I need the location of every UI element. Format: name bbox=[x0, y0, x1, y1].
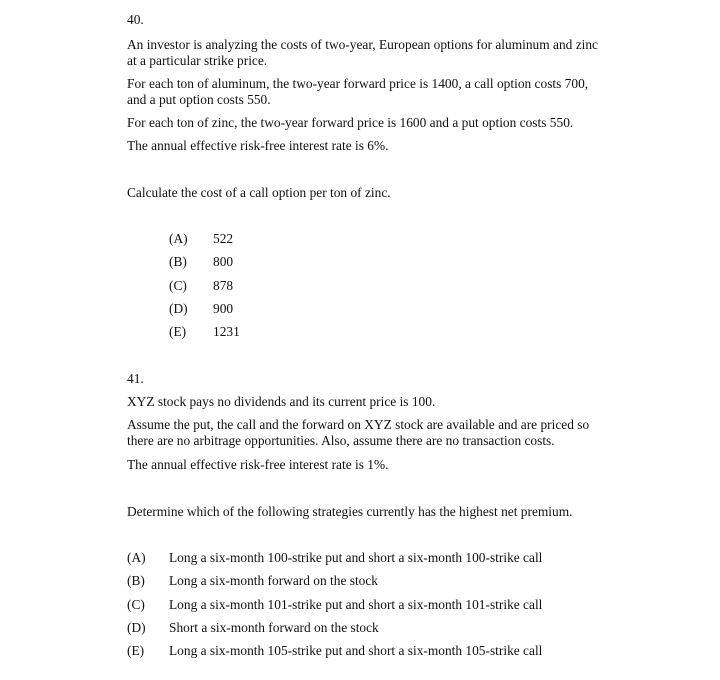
option-letter: (A) bbox=[127, 550, 146, 565]
option-text: 800 bbox=[213, 254, 234, 269]
option-text: Long a six-month 105-strike put and short a six-month 105-strike call bbox=[169, 643, 543, 658]
option-text: 900 bbox=[213, 301, 234, 316]
question-prompt: Determine which of the following strategies currently has the highest net premium. bbox=[127, 504, 573, 519]
paragraph-line: For each ton of aluminum, the two-year forward price is 1400, a call option costs 700, bbox=[127, 76, 589, 91]
option-text: Long a six-month 101-strike put and short a six-month 101-strike call bbox=[169, 597, 543, 612]
option-letter: (C) bbox=[127, 597, 145, 612]
question-number: 41. bbox=[127, 371, 144, 386]
option-letter: (D) bbox=[169, 301, 188, 316]
paragraph-line: The annual effective risk-free interest rate is 6%. bbox=[127, 138, 389, 153]
paragraph-line: XYZ stock pays no dividends and its current price is 100. bbox=[127, 394, 436, 409]
option-text: 878 bbox=[213, 278, 234, 293]
option-text: Short a six-month forward on the stock bbox=[169, 620, 379, 635]
paragraph-line: and a put option costs 550. bbox=[127, 92, 271, 107]
paragraph-line: Assume the put, the call and the forward on XYZ stock are available and are priced so bbox=[127, 417, 590, 432]
option-text: Long a six-month forward on the stock bbox=[169, 573, 378, 588]
paragraph-line: For each ton of zinc, the two-year forward price is 1600 and a put option costs 550. bbox=[127, 115, 574, 130]
option-letter: (E) bbox=[169, 324, 187, 339]
option-letter: (E) bbox=[127, 643, 145, 658]
question-prompt: Calculate the cost of a call option per ton of zinc. bbox=[127, 185, 391, 200]
paragraph-line: The annual effective risk-free interest rate is 1%. bbox=[127, 457, 389, 472]
question-number: 40. bbox=[127, 12, 144, 27]
option-letter: (B) bbox=[169, 254, 187, 269]
paragraph-line: An investor is analyzing the costs of two-year, European options for aluminum and zinc bbox=[127, 37, 598, 52]
option-text: Long a six-month 100-strike put and short a six-month 100-strike call bbox=[169, 550, 543, 565]
option-letter: (B) bbox=[127, 573, 145, 588]
option-text: 1231 bbox=[213, 324, 240, 339]
option-letter: (C) bbox=[169, 278, 187, 293]
option-letter: (A) bbox=[169, 231, 188, 246]
paragraph-line: there are no arbitrage opportunities. Also, assume there are no transaction costs. bbox=[127, 433, 555, 448]
option-text: 522 bbox=[213, 231, 234, 246]
paragraph-line: at a particular strike price. bbox=[127, 53, 268, 68]
option-letter: (D) bbox=[127, 620, 146, 635]
